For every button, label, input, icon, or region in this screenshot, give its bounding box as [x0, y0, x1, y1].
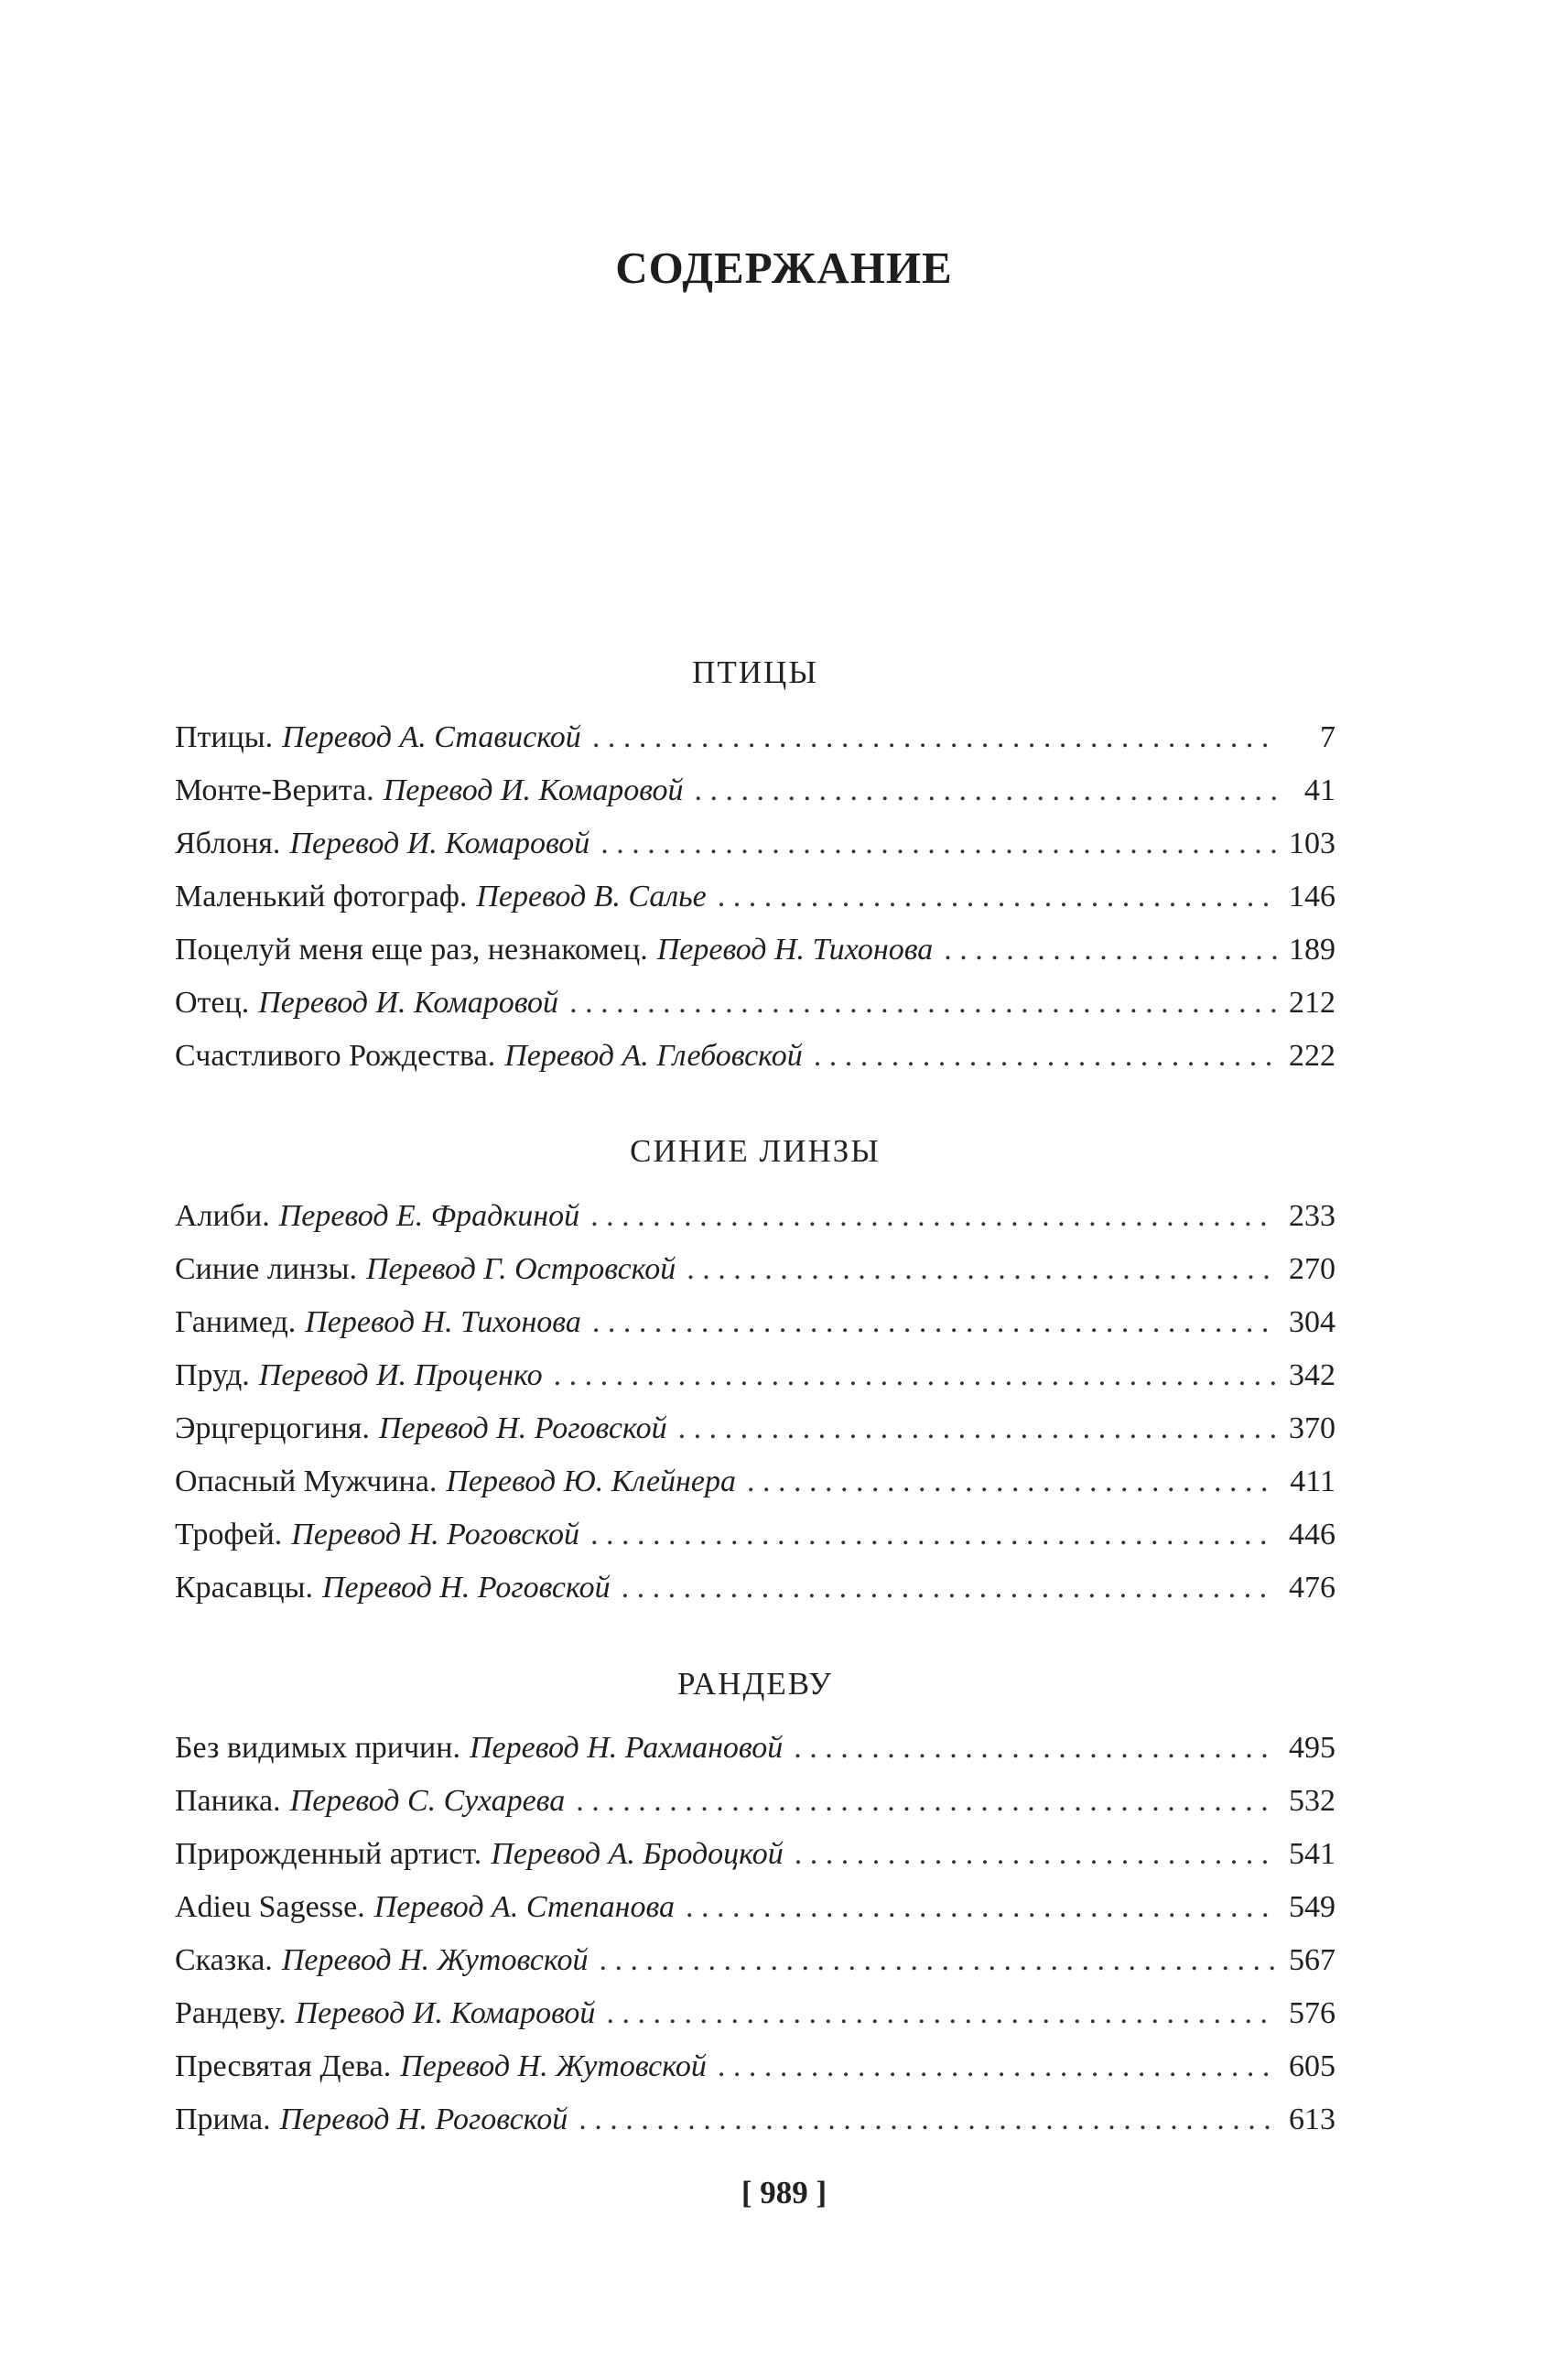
entry-title: Счастливого Рождества.: [175, 1039, 496, 1073]
entry-translator: Перевод И. Комаровой: [289, 827, 590, 860]
entry-page-number: 567: [1289, 1943, 1336, 1977]
entry-translator: Перевод С. Сухарева: [289, 1784, 566, 1818]
entry-page-number: 495: [1289, 1731, 1336, 1765]
dot-leader: [718, 2044, 1277, 2090]
entry-translator: Перевод Н. Рахмановой: [469, 1731, 784, 1765]
dot-leader: [569, 980, 1277, 1026]
dot-leader: [600, 821, 1277, 867]
entry-translator: Перевод Г. Островской: [366, 1252, 676, 1286]
dot-leader: [599, 1938, 1277, 1983]
toc-entry: [175, 715, 1336, 761]
entry-title: Рандеву.: [175, 1996, 287, 2030]
page-title: СОДЕРЖАНИЕ: [615, 243, 953, 293]
entry-translator: Перевод А. Глебовской: [504, 1039, 803, 1073]
toc-entry: [175, 1885, 1336, 1930]
toc-entry: [175, 1778, 1336, 1824]
toc-entry: [175, 821, 1336, 867]
dot-leader: [606, 1991, 1277, 2037]
entry-title: Прирожденный артист.: [175, 1837, 482, 1871]
toc-entry: [175, 874, 1336, 920]
toc-entry: [175, 1406, 1336, 1452]
toc-entry: [175, 1991, 1336, 2037]
entry-title: Поцелуй меня еще раз, незнакомец.: [175, 933, 648, 967]
dot-leader: [554, 1353, 1277, 1399]
dot-leader: [747, 1459, 1277, 1505]
entry-title: Пресвятая Дева.: [175, 2049, 392, 2083]
entry-title: Трофей.: [175, 1518, 283, 1551]
toc-entry: [175, 1832, 1336, 1877]
entry-page-number: 342: [1289, 1358, 1336, 1392]
entry-page-number: 576: [1289, 1996, 1336, 2030]
entry-translator: Перевод Н. Жутовской: [281, 1943, 589, 1977]
toc-entry: [175, 1247, 1336, 1292]
entry-translator: Перевод Н. Роговской: [378, 1411, 667, 1445]
entry-translator: Перевод Н. Тихонова: [656, 933, 934, 967]
entry-translator: Перевод Ю. Клейнера: [446, 1465, 737, 1498]
toc-entry: [175, 1725, 1336, 1771]
entry-page-number: 411: [1290, 1465, 1336, 1498]
toc-entry: [175, 1565, 1336, 1611]
section-heading-birds: ПТИЦЫ: [692, 654, 818, 690]
entry-page-number: 7: [1320, 720, 1336, 754]
dot-leader: [944, 927, 1277, 973]
entry-page-number: 41: [1304, 773, 1336, 807]
dot-leader: [678, 1406, 1277, 1452]
entry-page-number: 304: [1289, 1305, 1336, 1339]
entry-page-number: 532: [1289, 1784, 1336, 1818]
toc-entry: [175, 768, 1336, 814]
toc-entry: [175, 1938, 1336, 1983]
entry-title: Отец.: [175, 986, 250, 1020]
entry-page-number: 212: [1289, 986, 1336, 1020]
entry-title: Птицы.: [175, 720, 274, 754]
entry-page-number: 605: [1289, 2049, 1336, 2083]
entry-translator: Перевод Н. Роговской: [321, 1571, 611, 1605]
entry-title: Опасный Мужчина.: [175, 1465, 438, 1498]
toc-entry: [175, 1353, 1336, 1399]
entry-title: Прима.: [175, 2102, 271, 2136]
entry-title: Без видимых причин.: [175, 1731, 460, 1765]
entry-title: Маленький фотограф.: [175, 880, 468, 913]
toc-entry: [175, 1459, 1336, 1505]
entry-page-number: 549: [1289, 1890, 1336, 1924]
entry-title: Сказка.: [175, 1943, 273, 1977]
toc-entry: [175, 1033, 1336, 1079]
dot-leader: [622, 1565, 1277, 1611]
entry-translator: Перевод А. Ставиской: [282, 720, 581, 754]
entry-title: Красавцы.: [175, 1571, 313, 1605]
entry-page-number: 476: [1289, 1571, 1336, 1605]
entry-title: Яблоня.: [175, 827, 281, 860]
dot-leader: [592, 715, 1277, 761]
dot-leader: [814, 1033, 1277, 1079]
entry-page-number: 541: [1289, 1837, 1336, 1871]
entry-title: Синие линзы.: [175, 1252, 357, 1286]
toc-entry: [175, 1300, 1336, 1346]
entry-page-number: 189: [1289, 933, 1336, 967]
toc-entry: [175, 1194, 1336, 1239]
entry-title: Пруд.: [175, 1358, 250, 1392]
dot-leader: [579, 2097, 1277, 2143]
toc-entry: [175, 2097, 1336, 2143]
entry-translator: Перевод А. Бродоцкой: [491, 1837, 784, 1871]
toc-entry: [175, 2044, 1336, 2090]
entry-page-number: 103: [1289, 827, 1336, 860]
dot-leader: [695, 768, 1277, 814]
entry-page-number: 233: [1289, 1199, 1336, 1233]
entry-translator: Перевод Н. Жутовской: [400, 2049, 707, 2083]
dot-leader: [794, 1725, 1277, 1771]
entry-title: Паника.: [175, 1784, 281, 1818]
entry-page-number: 446: [1289, 1518, 1336, 1551]
entry-page-number: 613: [1289, 2102, 1336, 2136]
toc-entry: [175, 980, 1336, 1026]
toc-entry: [175, 1512, 1336, 1558]
entry-translator: Перевод Е. Фрадкиной: [278, 1199, 580, 1233]
entry-page-number: 146: [1289, 880, 1336, 913]
entry-page-number: 370: [1289, 1411, 1336, 1445]
dot-leader: [795, 1832, 1277, 1877]
entry-title: Эрцгерцогиня.: [175, 1411, 370, 1445]
entry-translator: Перевод В. Салье: [476, 880, 707, 913]
entry-translator: Перевод И. Проценко: [258, 1358, 543, 1392]
entry-page-number: 222: [1289, 1039, 1336, 1073]
dot-leader: [718, 874, 1277, 920]
entry-translator: Перевод И. Комаровой: [383, 773, 684, 807]
entry-translator: Перевод Н. Тихонова: [305, 1305, 581, 1339]
entry-title: Алиби.: [175, 1199, 270, 1233]
dot-leader: [687, 1247, 1277, 1292]
dot-leader: [686, 1885, 1277, 1930]
dot-leader: [590, 1512, 1277, 1558]
dot-leader: [592, 1300, 1277, 1346]
entry-translator: Перевод И. Комаровой: [295, 1996, 596, 2030]
entry-translator: Перевод И. Комаровой: [258, 986, 559, 1020]
dot-leader: [590, 1194, 1277, 1239]
dot-leader: [576, 1778, 1277, 1824]
entry-translator: Перевод А. Степанова: [373, 1890, 676, 1924]
entry-title: Ганимед.: [175, 1305, 297, 1339]
entry-translator: Перевод Н. Роговской: [291, 1518, 579, 1551]
section-heading-rendezvous: РАНДЕВУ: [676, 1666, 834, 1702]
entry-translator: Перевод Н. Роговской: [279, 2102, 568, 2136]
entry-page-number: 270: [1289, 1252, 1336, 1286]
entry-title: Монте-Верита.: [175, 773, 374, 807]
page-number-footer: [ 989 ]: [741, 2175, 827, 2210]
section-heading-blue-lenses: СИНИЕ ЛИНЗЫ: [630, 1133, 881, 1169]
entry-title: Adieu Sagesse.: [175, 1890, 365, 1924]
toc-entry: [175, 927, 1336, 973]
